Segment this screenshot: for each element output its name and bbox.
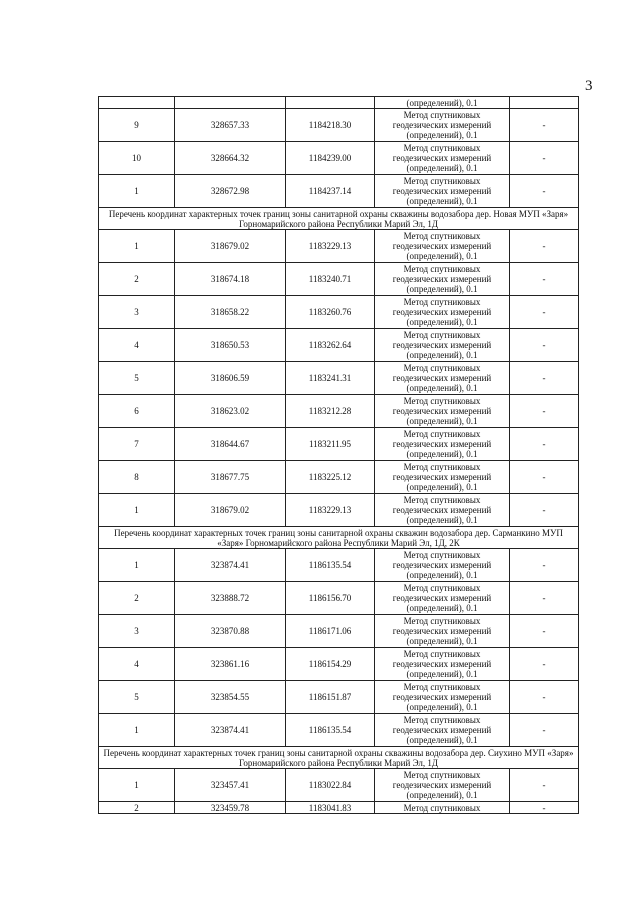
y-coordinate-cell: 1186156.70 (286, 582, 375, 615)
point-number-cell: 1 (99, 230, 175, 263)
method-line: Метод спутниковых (403, 396, 481, 406)
point-number-cell: 8 (99, 461, 175, 494)
error-cell: - (510, 230, 579, 263)
method-line: геодезических измерений (392, 241, 492, 251)
x-coordinate-cell: 328657.33 (175, 109, 286, 142)
method-line: геодезических измерений (392, 307, 492, 317)
x-coordinate-cell: 318623.02 (175, 395, 286, 428)
x-coordinate-cell: 318658.22 (175, 296, 286, 329)
y-coordinate-cell: 1186171.06 (286, 615, 375, 648)
error-cell: - (510, 329, 579, 362)
error-cell: - (510, 428, 579, 461)
section-heading: Перечень координат характерных точек границ зоны санитарной охраны скважины водозабора дер. Сиухино МУП «Заря» Горномарийского района Республики Марий Эл, 1Д (99, 747, 579, 769)
point-number-cell: 3 (99, 296, 175, 329)
method-cell (375, 494, 510, 527)
y-coordinate-cell: 1186151.87 (286, 681, 375, 714)
point-number-cell: 1 (99, 494, 175, 527)
table-row (99, 230, 579, 263)
method-line: (определений), 0.1 (406, 97, 478, 108)
method-line: геодезических измерений (392, 120, 492, 130)
method-line: (определений), 0.1 (406, 669, 478, 679)
method-line: геодезических измерений (392, 560, 492, 570)
x-coordinate-cell: 318679.02 (175, 494, 286, 527)
x-coordinate-cell: 318674.18 (175, 263, 286, 296)
method-line: (определений), 0.1 (406, 317, 478, 327)
method-line: Метод спутниковых (403, 231, 481, 241)
error-cell: - (510, 142, 579, 175)
point-number-cell: 2 (99, 802, 175, 814)
method-line: геодезических измерений (392, 692, 492, 702)
method-line: Метод спутниковых (403, 583, 481, 593)
y-coordinate-cell: 1186154.29 (286, 648, 375, 681)
method-line: (определений), 0.1 (406, 449, 478, 459)
method-line: Метод спутниковых (403, 297, 481, 307)
method-cell (375, 109, 510, 142)
method-cell (375, 681, 510, 714)
method-cell (375, 714, 510, 747)
method-line: Метод спутниковых (403, 143, 481, 153)
section-heading-row (99, 208, 579, 230)
method-line: (определений), 0.1 (406, 735, 478, 745)
point-number-cell: 1 (99, 549, 175, 582)
page-number: 3 (585, 78, 593, 94)
error-cell: - (510, 362, 579, 395)
method-line: (определений), 0.1 (406, 603, 478, 613)
method-cell (375, 615, 510, 648)
method-line: Метод спутниковых (403, 330, 481, 340)
method-line: (определений), 0.1 (406, 284, 478, 294)
y-coordinate-cell: 1183225.12 (286, 461, 375, 494)
method-line: геодезических измерений (392, 406, 492, 416)
x-coordinate-cell: 323874.41 (175, 549, 286, 582)
error-cell: - (510, 615, 579, 648)
point-number-cell: 4 (99, 329, 175, 362)
method-line: Метод спутниковых (403, 616, 481, 626)
y-coordinate-cell: 1184237.14 (286, 175, 375, 208)
y-coordinate-cell: 1183211.95 (286, 428, 375, 461)
method-line: (определений), 0.1 (406, 515, 478, 525)
x-coordinate-cell (175, 97, 286, 109)
method-line: Метод спутниковых (403, 110, 481, 120)
y-coordinate-cell: 1186135.54 (286, 714, 375, 747)
method-line: (определений), 0.1 (406, 350, 478, 360)
x-coordinate-cell: 318677.75 (175, 461, 286, 494)
x-coordinate-cell: 323874.41 (175, 714, 286, 747)
method-line: геодезических измерений (392, 780, 492, 790)
point-number-cell: 4 (99, 648, 175, 681)
method-line: Метод спутниковых (403, 770, 481, 780)
table-row (99, 97, 579, 109)
method-line: (определений), 0.1 (406, 702, 478, 712)
method-line: геодезических измерений (392, 186, 492, 196)
method-line: Метод спутниковых (403, 429, 481, 439)
point-number-cell: 5 (99, 362, 175, 395)
x-coordinate-cell: 323459.78 (175, 802, 286, 814)
x-coordinate-cell: 318650.53 (175, 329, 286, 362)
x-coordinate-cell: 323457.41 (175, 769, 286, 802)
point-number-cell: 2 (99, 582, 175, 615)
method-line: (определений), 0.1 (406, 416, 478, 426)
method-cell (375, 549, 510, 582)
method-line: Метод спутниковых (403, 176, 481, 186)
error-cell: - (510, 461, 579, 494)
method-line: (определений), 0.1 (406, 790, 478, 800)
coordinates-table (98, 96, 579, 814)
table-row (99, 109, 579, 142)
y-coordinate-cell: 1183022.84 (286, 769, 375, 802)
method-line: (определений), 0.1 (406, 163, 478, 173)
table-row (99, 461, 579, 494)
method-cell (375, 395, 510, 428)
method-cell (375, 97, 510, 109)
section-heading-row (99, 527, 579, 549)
point-number-cell: 10 (99, 142, 175, 175)
table-row (99, 362, 579, 395)
method-line: Метод спутниковых (403, 363, 481, 373)
x-coordinate-cell: 318644.67 (175, 428, 286, 461)
method-cell (375, 263, 510, 296)
method-line: геодезических измерений (392, 505, 492, 515)
table-row (99, 549, 579, 582)
x-coordinate-cell: 318606.59 (175, 362, 286, 395)
y-coordinate-cell: 1183240.71 (286, 263, 375, 296)
table-row (99, 296, 579, 329)
point-number-cell: 2 (99, 263, 175, 296)
point-number-cell: 3 (99, 615, 175, 648)
y-coordinate-cell: 1186135.54 (286, 549, 375, 582)
method-line: (определений), 0.1 (406, 383, 478, 393)
method-line: геодезических измерений (392, 439, 492, 449)
error-cell: - (510, 175, 579, 208)
point-number-cell: 1 (99, 714, 175, 747)
x-coordinate-cell: 323854.55 (175, 681, 286, 714)
table-row (99, 263, 579, 296)
x-coordinate-cell: 328664.32 (175, 142, 286, 175)
method-line: геодезических измерений (392, 340, 492, 350)
method-line: (определений), 0.1 (406, 482, 478, 492)
method-line: Метод спутниковых (403, 462, 481, 472)
method-line: геодезических измерений (392, 626, 492, 636)
section-heading-row (99, 747, 579, 769)
method-line: геодезических измерений (392, 725, 492, 735)
method-cell (375, 582, 510, 615)
table-row (99, 681, 579, 714)
table-row (99, 769, 579, 802)
table-row (99, 582, 579, 615)
error-cell: - (510, 263, 579, 296)
table-row (99, 329, 579, 362)
method-line: геодезических измерений (392, 373, 492, 383)
method-cell (375, 175, 510, 208)
method-cell (375, 461, 510, 494)
point-number-cell: 1 (99, 175, 175, 208)
table-row (99, 648, 579, 681)
error-cell: - (510, 681, 579, 714)
method-line: геодезических измерений (392, 593, 492, 603)
method-cell (375, 142, 510, 175)
error-cell: - (510, 549, 579, 582)
y-coordinate-cell: 1183262.64 (286, 329, 375, 362)
table-row (99, 615, 579, 648)
table-row (99, 175, 579, 208)
y-coordinate-cell: 1184239.00 (286, 142, 375, 175)
method-line: Метод спутниковых (403, 264, 481, 274)
table-row (99, 428, 579, 461)
method-cell (375, 648, 510, 681)
method-line: Метод спутниковых (403, 802, 481, 813)
error-cell: - (510, 582, 579, 615)
x-coordinate-cell: 323888.72 (175, 582, 286, 615)
method-line: геодезических измерений (392, 153, 492, 163)
point-number-cell: 1 (99, 769, 175, 802)
point-number-cell: 7 (99, 428, 175, 461)
error-cell (510, 97, 579, 109)
method-line: Метод спутниковых (403, 495, 481, 505)
method-line: Метод спутниковых (403, 715, 481, 725)
method-line: (определений), 0.1 (406, 196, 478, 206)
method-line: (определений), 0.1 (406, 251, 478, 261)
error-cell: - (510, 494, 579, 527)
method-line: (определений), 0.1 (406, 130, 478, 140)
method-line: геодезических измерений (392, 659, 492, 669)
method-cell (375, 362, 510, 395)
method-cell (375, 296, 510, 329)
method-line: Метод спутниковых (403, 649, 481, 659)
point-number-cell: 9 (99, 109, 175, 142)
point-number-cell (99, 97, 175, 109)
table-row (99, 494, 579, 527)
y-coordinate-cell (286, 97, 375, 109)
y-coordinate-cell: 1183212.28 (286, 395, 375, 428)
error-cell: - (510, 802, 579, 814)
y-coordinate-cell: 1183260.76 (286, 296, 375, 329)
error-cell: - (510, 648, 579, 681)
method-line: геодезических измерений (392, 472, 492, 482)
point-number-cell: 6 (99, 395, 175, 428)
point-number-cell: 5 (99, 681, 175, 714)
error-cell: - (510, 109, 579, 142)
error-cell: - (510, 769, 579, 802)
method-cell (375, 329, 510, 362)
error-cell: - (510, 296, 579, 329)
y-coordinate-cell: 1184218.30 (286, 109, 375, 142)
method-line: геодезических измерений (392, 274, 492, 284)
y-coordinate-cell: 1183229.13 (286, 230, 375, 263)
section-heading: Перечень координат характерных точек границ зоны санитарной охраны скважины водозабора дер. Новая МУП «Заря» Горномарийского района Республики Марий Эл, 1Д (99, 208, 579, 230)
y-coordinate-cell: 1183229.13 (286, 494, 375, 527)
x-coordinate-cell: 318679.02 (175, 230, 286, 263)
error-cell: - (510, 395, 579, 428)
x-coordinate-cell: 323870.88 (175, 615, 286, 648)
method-line: Метод спутниковых (403, 550, 481, 560)
method-cell (375, 802, 510, 814)
method-line: (определений), 0.1 (406, 570, 478, 580)
table-row (99, 395, 579, 428)
method-cell (375, 769, 510, 802)
x-coordinate-cell: 328672.98 (175, 175, 286, 208)
table-row (99, 714, 579, 747)
y-coordinate-cell: 1183041.83 (286, 802, 375, 814)
method-line: (определений), 0.1 (406, 636, 478, 646)
table-row (99, 142, 579, 175)
section-heading: Перечень координат характерных точек границ зоны санитарной охраны скважин водозабора дер. Сарманкино МУП «Заря» Горномарийского района Республики Марий Эл, 1Д, 2К (99, 527, 579, 549)
table-row (99, 802, 579, 814)
method-cell (375, 230, 510, 263)
x-coordinate-cell: 323861.16 (175, 648, 286, 681)
method-cell (375, 428, 510, 461)
y-coordinate-cell: 1183241.31 (286, 362, 375, 395)
error-cell: - (510, 714, 579, 747)
method-line: Метод спутниковых (403, 682, 481, 692)
